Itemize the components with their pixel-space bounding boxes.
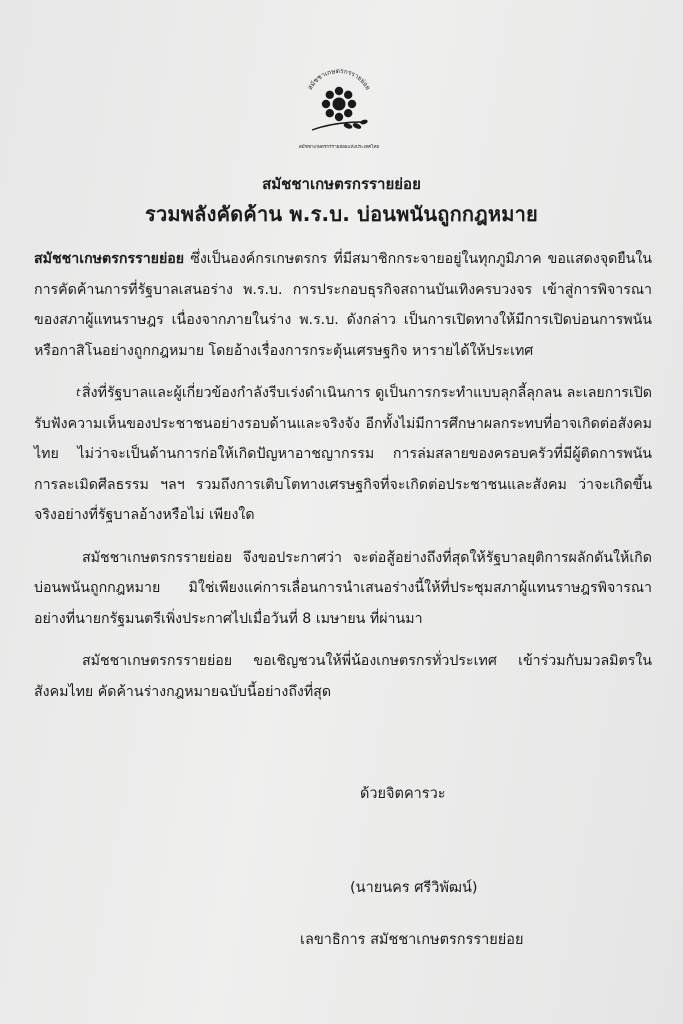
paragraph-3: สมัชชาเกษตรกรรายย่อย จึงขอประกาศว่า จะต่อสู้อย่างถึงที่สุดให้รัฐบาลยุติการผลักดันให้เกิดบ่อนพนันถูกกฎหมาย มิใช่เพียงแค่การเลื่อนการนำเสนอร่างนี้ให้ที่ประชุมสภาผู้แทนราษฎรพิจารณาอย่างที่นายกรัฐมนตรีเพิ่งประกาศไปเมื่อวันที่ 8 เมษายน ที่ผ่านมา <box>34 549 652 627</box>
logo-bottom-text: สมัชชาเกษตรกรรายย่อยแห่งประเทศไทย <box>298 145 380 150</box>
document-body <box>34 244 652 707</box>
logo-arc-text: สมัชชาเกษตรกรรายย่อย <box>305 66 373 92</box>
organization-logo <box>294 64 384 154</box>
signer-name: (นายนคร ศรีวิพัฒน์) <box>350 880 478 896</box>
document-title: รวมพลังคัดค้าน พ.ร.บ. บ่อนพนันถูกกฎหมาย <box>145 202 538 226</box>
paragraph-1 <box>34 244 652 366</box>
closing-salutation: ด้วยจิตคารวะ <box>360 786 446 802</box>
handwritten-mark: t <box>76 386 81 399</box>
organization-name: สมัชชาเกษตรกรรายย่อย <box>262 175 421 193</box>
paragraph-1-lead: สมัชชาเกษตรกรรายย่อย <box>34 251 185 267</box>
paragraph-2: สิ่งที่รัฐบาลและผู้เกี่ยวข้องกำลังรีบเร่งดำเนินการ ดูเป็นการกระทำแบบลุกลี้ลุกลน ละเลยการเปิดรับฟังความเห็นของประชาชนอย่างรอบด้านและจริงจัง อีกทั้งไม่มีการศึกษาผลกระทบที่อาจเกิดต่อสังคมไทย ไม่ว่าจะเป็นด้านการก่อให้เกิดปัญหาอาชญากรรม การล่มสลายของครอบครัวที่มีผู้ติดการพนัน การละเมิดศีลธรรม ฯลฯ รวมถึงการเติบโตทางเศรษฐกิจที่จะเกิดต่อประชาชนและสังคม ว่าจะเกิดขึ้นจริงอย่างที่รัฐบาลอ้างหรือไม่ เพียงใด <box>34 385 652 523</box>
signer-position: เลขาธิการ สมัชชาเกษตรกรรายย่อย <box>300 932 524 948</box>
sunflower-seal-icon <box>294 64 384 154</box>
paragraph-1-text: ซึ่งเป็นองค์กรเกษตรกร ที่มีสมาชิกกระจายอยู่ในทุกภูมิภาค ขอแสดงจุดยืนในการคัดค้านการที่รัฐบาลเสนอร่าง พ.ร.บ. การประกอบธุรกิจสถานบันเทิงครบวงจร เข้าสู่การพิจารณาของสภาผู้แทนราษฎร เนื่องจากภายในร่าง พ.ร.บ. ดังกล่าว เป็นการเปิดทางให้มีการเปิดบ่อนการพนันหรือกาสิโนอย่างถูกกฎหมาย โดยอ้างเรื่องการกระตุ้นเศรษฐกิจ หารายได้ให้ประเทศ <box>34 251 652 359</box>
paragraph-4: สมัชชาเกษตรกรรายย่อย ขอเชิญชวนให้พี่น้องเกษตรกรทั่วประเทศ เข้าร่วมกับมวลมิตรในสังคมไทย คัดค้านร่างกฎหมายฉบับนี้อย่างถึงที่สุด <box>34 653 652 700</box>
